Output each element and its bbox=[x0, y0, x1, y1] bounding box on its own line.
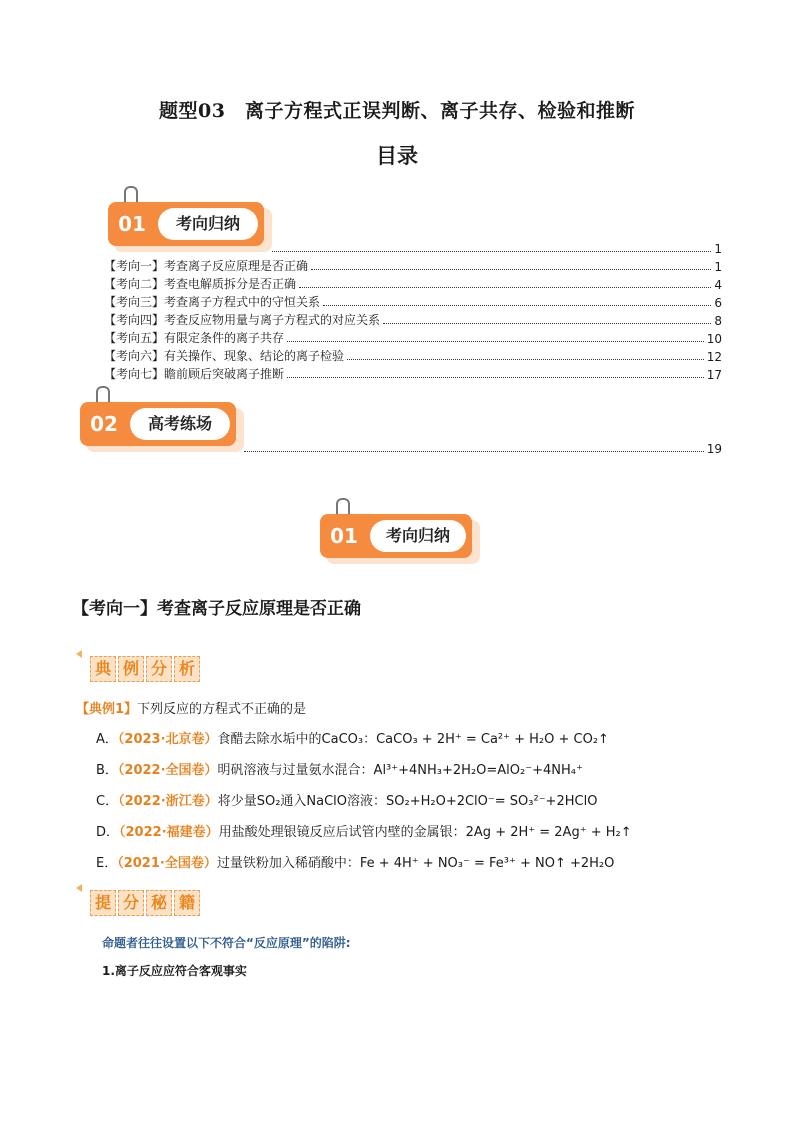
toc-page: 19 bbox=[706, 442, 722, 456]
toc-page: 1 bbox=[714, 260, 722, 274]
stamp-char: 秘 bbox=[146, 890, 172, 916]
toc-entry-section-1[interactable] bbox=[272, 238, 722, 256]
option-src: （2023·北京卷） bbox=[117, 732, 218, 747]
point-1: 1.离子反应应符合客观事实 bbox=[102, 964, 247, 978]
toc-entry[interactable] bbox=[104, 292, 722, 310]
tip-text: 命题者往往设置以下不符合“反应原理”的陷阱: bbox=[102, 936, 351, 950]
option-text: 明矾溶液与过量氨水混合：Al³⁺+4NH₃+2H₂O=AlO₂⁻+4NH₄⁺ bbox=[217, 763, 583, 778]
toc-page: 8 bbox=[714, 314, 722, 328]
toc-entry-section-2[interactable] bbox=[244, 438, 722, 456]
toc-entry[interactable] bbox=[104, 364, 722, 382]
option-letter: E． bbox=[96, 856, 118, 871]
toc-page: 4 bbox=[714, 278, 722, 292]
section-number: 02 bbox=[90, 412, 118, 436]
stamp-char: 提 bbox=[90, 890, 116, 916]
stamp-char: 例 bbox=[118, 656, 144, 682]
toc-page: 1 bbox=[714, 242, 722, 256]
toc-page: 12 bbox=[706, 350, 722, 364]
toc-entry-text: 【考向二】考查电解质拆分是否正确 bbox=[104, 277, 297, 291]
option-src: （2022·全国卷） bbox=[117, 763, 218, 778]
toc-entry-text: 【考向六】有关操作、现象、结论的离子检验 bbox=[104, 349, 345, 363]
toc-page: 10 bbox=[706, 332, 722, 346]
section-badge-2 bbox=[80, 402, 236, 446]
speaker-icon bbox=[76, 650, 82, 658]
toc-entry[interactable] bbox=[104, 274, 722, 292]
option-c bbox=[96, 790, 597, 809]
toc-entry[interactable] bbox=[104, 328, 722, 346]
toc-page: 17 bbox=[706, 368, 722, 382]
example-question bbox=[76, 698, 306, 717]
section-badge-1 bbox=[108, 202, 264, 246]
section-number: 01 bbox=[118, 212, 146, 236]
option-text: 将少量SO₂通入NaClO溶液：SO₂+H₂O+2ClO⁻= SO₃²⁻+2HClO bbox=[217, 794, 598, 809]
stamp-char: 典 bbox=[90, 656, 116, 682]
example-tag: 【典例1】 bbox=[76, 702, 138, 717]
option-src: （2022·福建卷） bbox=[119, 825, 219, 840]
option-letter: A． bbox=[96, 732, 118, 747]
body-section-badge bbox=[320, 514, 472, 558]
option-letter: B． bbox=[96, 763, 118, 778]
option-a bbox=[96, 728, 609, 747]
option-text: 食醋去除水垢中的CaCO₃：CaCO₃ + 2H⁺ = Ca²⁺ + H₂O + CO₂↑ bbox=[217, 732, 609, 747]
tips-stamp bbox=[90, 890, 200, 916]
option-src: （2022·浙江卷） bbox=[118, 794, 218, 809]
option-e bbox=[96, 852, 614, 871]
toc-entry-text: 【考向五】有限定条件的离子共存 bbox=[104, 331, 285, 345]
toc-entry-text: 【考向四】考查反应物用量与离子方程式的对应关系 bbox=[104, 313, 381, 327]
stamp-char: 析 bbox=[174, 656, 200, 682]
example-analysis-stamp bbox=[90, 656, 200, 682]
section-heading: 【考向一】考查离子反应原理是否正确 bbox=[72, 599, 361, 619]
stamp-char: 籍 bbox=[174, 890, 200, 916]
toc-entry[interactable] bbox=[104, 310, 722, 328]
toc-entry[interactable] bbox=[104, 256, 722, 274]
toc-page: 6 bbox=[714, 296, 722, 310]
speaker-icon bbox=[76, 884, 82, 892]
toc-heading: 目录 bbox=[376, 143, 418, 168]
section-label: 高考练场 bbox=[130, 408, 230, 440]
section-label: 考向归纳 bbox=[370, 520, 466, 552]
option-letter: D． bbox=[96, 825, 120, 840]
toc-entry-text: 【考向三】考查离子方程式中的守恒关系 bbox=[104, 295, 321, 309]
stamp-char: 分 bbox=[118, 890, 144, 916]
section-number: 01 bbox=[330, 524, 358, 548]
option-d bbox=[96, 821, 632, 840]
option-b bbox=[96, 759, 583, 778]
stamp-char: 分 bbox=[146, 656, 172, 682]
toc-entry-text: 【考向七】瞻前顾后突破离子推断 bbox=[104, 367, 285, 381]
option-src: （2021·全国卷） bbox=[117, 856, 217, 871]
option-text: 用盐酸处理银镜反应后试管内壁的金属银：2Ag + 2H⁺ = 2Ag⁺ + H₂↑ bbox=[218, 825, 632, 840]
toc-entry[interactable] bbox=[104, 346, 722, 364]
section-label: 考向归纳 bbox=[158, 208, 258, 240]
document-title: 题型03 离子方程式正误判断、离子共存、检验和推断 bbox=[159, 100, 635, 122]
question-text: 下列反应的方程式不正确的是 bbox=[137, 702, 307, 717]
option-letter: C． bbox=[96, 794, 119, 809]
toc-entry-text: 【考向一】考查离子反应原理是否正确 bbox=[104, 259, 309, 273]
option-text: 过量铁粉加入稀硝酸中：Fe + 4H⁺ + NO₃⁻ = Fe³⁺ + NO↑ +2H₂O bbox=[216, 856, 615, 871]
